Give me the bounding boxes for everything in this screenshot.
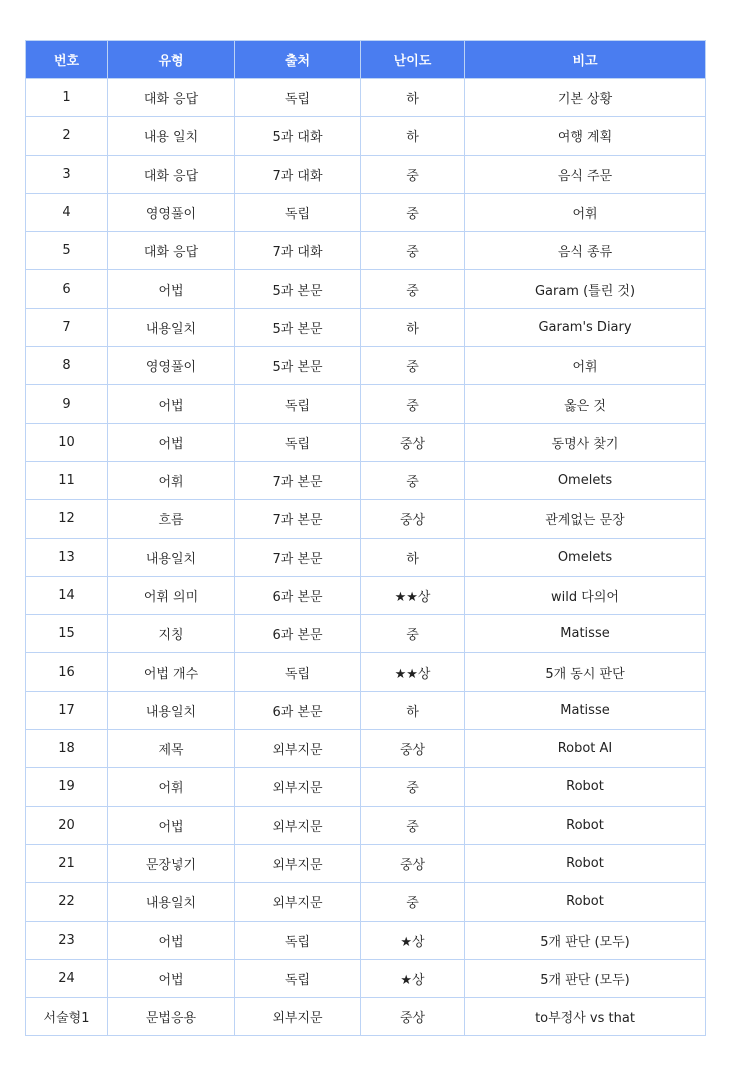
table-row [26, 538, 706, 576]
cell-remarks: Garam (틀린 것) [465, 270, 706, 308]
table-row [26, 155, 706, 193]
cell-difficulty: 하 [361, 691, 465, 729]
cell-type: 어휘 의미 [108, 576, 235, 614]
cell-remarks: to부정사 vs that [465, 998, 706, 1036]
cell-source: 6과 본문 [235, 615, 361, 653]
exam-analysis-sheet [25, 40, 705, 1036]
cell-remarks: 어휘 [465, 193, 706, 231]
cell-difficulty: ★상 [361, 959, 465, 997]
cell-source: 7과 대화 [235, 155, 361, 193]
cell-source: 외부지문 [235, 768, 361, 806]
cell-remarks: 동명사 찾기 [465, 423, 706, 461]
cell-source: 독립 [235, 193, 361, 231]
table-row [26, 576, 706, 614]
cell-type: 어휘 [108, 768, 235, 806]
cell-source: 독립 [235, 959, 361, 997]
cell-number: 18 [26, 730, 108, 768]
cell-remarks: Matisse [465, 615, 706, 653]
cell-difficulty: 중 [361, 615, 465, 653]
cell-type: 흐름 [108, 500, 235, 538]
header-difficulty: 난이도 [361, 41, 465, 79]
cell-difficulty: 중 [361, 385, 465, 423]
cell-type: 어법 [108, 921, 235, 959]
cell-remarks: 기본 상황 [465, 79, 706, 117]
cell-source: 7과 본문 [235, 538, 361, 576]
cell-remarks: 옳은 것 [465, 385, 706, 423]
cell-type: 내용일치 [108, 691, 235, 729]
cell-source: 5과 대화 [235, 117, 361, 155]
cell-number: 5 [26, 232, 108, 270]
cell-difficulty: 중 [361, 232, 465, 270]
table-row [26, 500, 706, 538]
cell-difficulty: ★상 [361, 921, 465, 959]
cell-difficulty: 중 [361, 806, 465, 844]
cell-remarks: 관계없는 문장 [465, 500, 706, 538]
cell-source: 5과 본문 [235, 308, 361, 346]
cell-source: 외부지문 [235, 806, 361, 844]
table-row [26, 998, 706, 1036]
table-body [26, 79, 706, 1036]
cell-source: 6과 본문 [235, 691, 361, 729]
cell-difficulty: 중상 [361, 423, 465, 461]
cell-type: 내용일치 [108, 308, 235, 346]
cell-type: 내용일치 [108, 883, 235, 921]
cell-source: 7과 본문 [235, 500, 361, 538]
cell-difficulty: 하 [361, 308, 465, 346]
cell-number: 6 [26, 270, 108, 308]
cell-number: 9 [26, 385, 108, 423]
cell-number: 20 [26, 806, 108, 844]
cell-remarks: Robot [465, 806, 706, 844]
cell-source: 독립 [235, 653, 361, 691]
cell-difficulty: 중 [361, 461, 465, 499]
cell-source: 독립 [235, 79, 361, 117]
cell-type: 내용 일치 [108, 117, 235, 155]
cell-source: 6과 본문 [235, 576, 361, 614]
cell-type: 내용일치 [108, 538, 235, 576]
cell-remarks: 5개 판단 (모두) [465, 959, 706, 997]
cell-number: 10 [26, 423, 108, 461]
cell-number: 11 [26, 461, 108, 499]
table-row [26, 423, 706, 461]
table-row [26, 768, 706, 806]
question-table [25, 40, 706, 1036]
cell-type: 대화 응답 [108, 155, 235, 193]
cell-type: 어법 [108, 959, 235, 997]
table-row [26, 117, 706, 155]
cell-type: 어법 개수 [108, 653, 235, 691]
cell-type: 문장넣기 [108, 844, 235, 882]
cell-difficulty: 중 [361, 270, 465, 308]
cell-difficulty: 중상 [361, 998, 465, 1036]
header-remarks: 비고 [465, 41, 706, 79]
cell-number: 2 [26, 117, 108, 155]
cell-source: 외부지문 [235, 844, 361, 882]
cell-type: 어법 [108, 385, 235, 423]
cell-type: 어법 [108, 806, 235, 844]
header-number: 번호 [26, 41, 108, 79]
cell-number: 3 [26, 155, 108, 193]
cell-source: 독립 [235, 423, 361, 461]
table-row [26, 270, 706, 308]
cell-number: 22 [26, 883, 108, 921]
table-row [26, 79, 706, 117]
cell-type: 대화 응답 [108, 79, 235, 117]
cell-type: 지칭 [108, 615, 235, 653]
cell-number: 8 [26, 347, 108, 385]
cell-difficulty: ★★상 [361, 653, 465, 691]
cell-number: 17 [26, 691, 108, 729]
table-row [26, 730, 706, 768]
cell-source: 외부지문 [235, 998, 361, 1036]
header-type: 유형 [108, 41, 235, 79]
cell-number: 15 [26, 615, 108, 653]
table-row [26, 461, 706, 499]
table-row [26, 806, 706, 844]
cell-difficulty: ★★상 [361, 576, 465, 614]
cell-remarks: Robot [465, 844, 706, 882]
cell-difficulty: 중상 [361, 500, 465, 538]
table-row [26, 959, 706, 997]
cell-difficulty: 중 [361, 883, 465, 921]
table-row [26, 385, 706, 423]
cell-difficulty: 중 [361, 193, 465, 231]
cell-remarks: Garam's Diary [465, 308, 706, 346]
cell-number: 12 [26, 500, 108, 538]
cell-difficulty: 하 [361, 117, 465, 155]
cell-type: 어법 [108, 423, 235, 461]
cell-type: 대화 응답 [108, 232, 235, 270]
cell-remarks: 5개 판단 (모두) [465, 921, 706, 959]
cell-source: 독립 [235, 921, 361, 959]
header-source: 출처 [235, 41, 361, 79]
cell-number: 21 [26, 844, 108, 882]
cell-difficulty: 중상 [361, 730, 465, 768]
cell-difficulty: 중 [361, 155, 465, 193]
cell-number: 23 [26, 921, 108, 959]
cell-type: 영영풀이 [108, 193, 235, 231]
table-row [26, 883, 706, 921]
cell-remarks: Matisse [465, 691, 706, 729]
cell-remarks: 어휘 [465, 347, 706, 385]
cell-number: 24 [26, 959, 108, 997]
cell-source: 7과 대화 [235, 232, 361, 270]
table-row [26, 921, 706, 959]
cell-remarks: Omelets [465, 461, 706, 499]
cell-difficulty: 중 [361, 768, 465, 806]
table-row [26, 308, 706, 346]
cell-number: 서술형1 [26, 998, 108, 1036]
cell-difficulty: 중 [361, 347, 465, 385]
header-row [26, 41, 706, 79]
cell-number: 14 [26, 576, 108, 614]
cell-remarks: 음식 종류 [465, 232, 706, 270]
cell-type: 어휘 [108, 461, 235, 499]
cell-number: 1 [26, 79, 108, 117]
cell-remarks: Robot AI [465, 730, 706, 768]
cell-remarks: Robot [465, 883, 706, 921]
cell-type: 제목 [108, 730, 235, 768]
cell-number: 4 [26, 193, 108, 231]
cell-type: 문법응용 [108, 998, 235, 1036]
cell-remarks: Omelets [465, 538, 706, 576]
cell-remarks: wild 다의어 [465, 576, 706, 614]
table-row [26, 653, 706, 691]
cell-source: 외부지문 [235, 730, 361, 768]
cell-source: 5과 본문 [235, 347, 361, 385]
cell-remarks: 5개 동시 판단 [465, 653, 706, 691]
cell-difficulty: 중상 [361, 844, 465, 882]
cell-difficulty: 하 [361, 79, 465, 117]
cell-remarks: Robot [465, 768, 706, 806]
table-row [26, 193, 706, 231]
table-row [26, 844, 706, 882]
cell-source: 7과 본문 [235, 461, 361, 499]
table-row [26, 232, 706, 270]
cell-number: 16 [26, 653, 108, 691]
cell-number: 7 [26, 308, 108, 346]
cell-source: 외부지문 [235, 883, 361, 921]
cell-difficulty: 하 [361, 538, 465, 576]
cell-source: 독립 [235, 385, 361, 423]
cell-remarks: 음식 주문 [465, 155, 706, 193]
cell-type: 영영풀이 [108, 347, 235, 385]
cell-type: 어법 [108, 270, 235, 308]
table-row [26, 691, 706, 729]
cell-number: 13 [26, 538, 108, 576]
cell-remarks: 여행 계획 [465, 117, 706, 155]
cell-source: 5과 본문 [235, 270, 361, 308]
table-row [26, 347, 706, 385]
table-row [26, 615, 706, 653]
cell-number: 19 [26, 768, 108, 806]
